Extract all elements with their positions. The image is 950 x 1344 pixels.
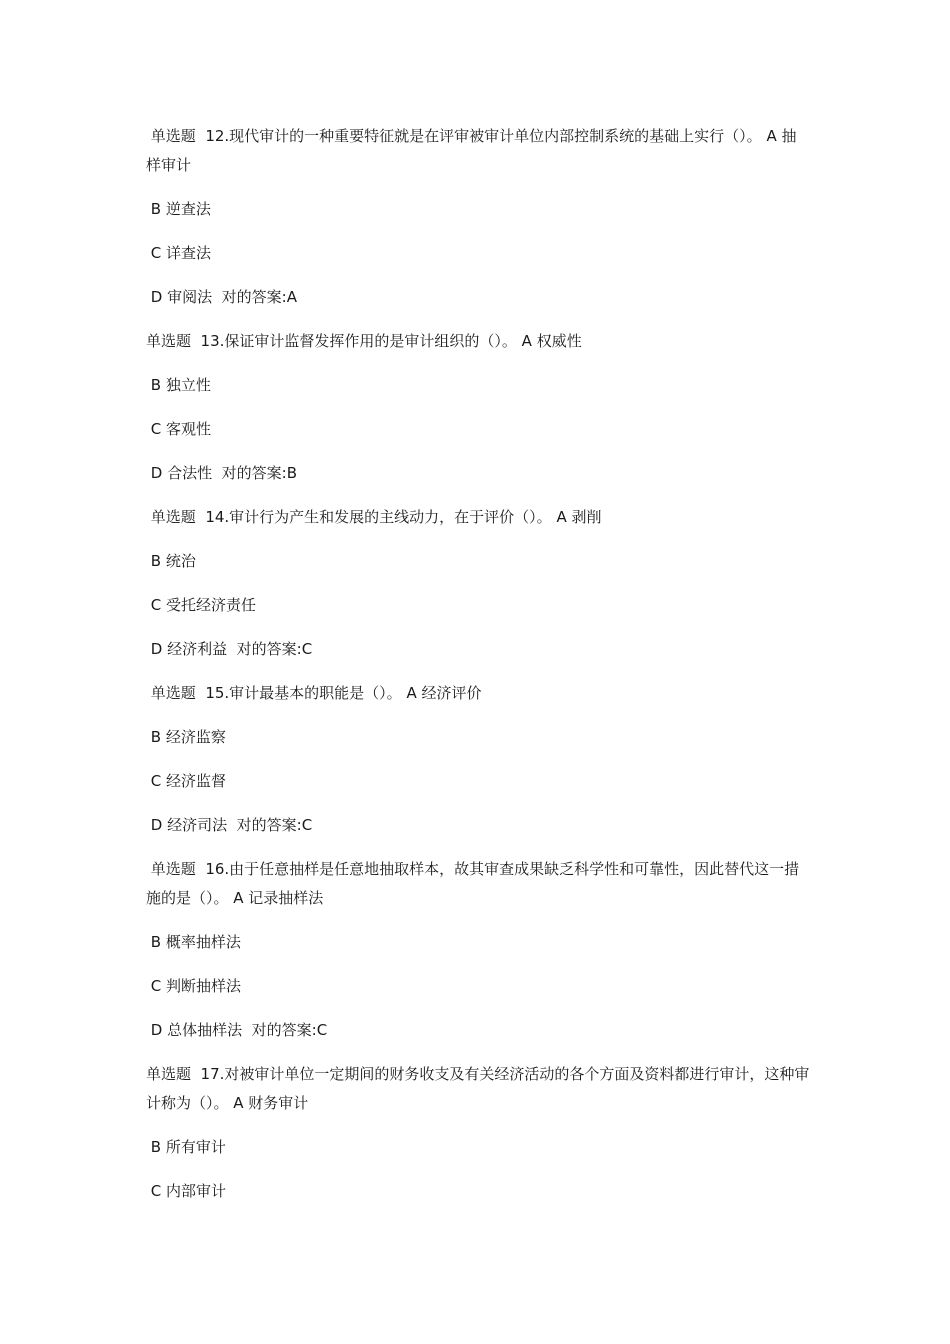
- option-15-d-answer: D 经济司法 对的答案:C: [146, 816, 313, 834]
- option-16-c: C 判断抽样法: [146, 977, 242, 995]
- option-15-b: B 经济监察: [146, 728, 226, 746]
- option-15-c: C 经济监督: [146, 772, 227, 790]
- option-14-d-answer: D 经济利益 对的答案:C: [146, 640, 313, 658]
- option-14-c: C 受托经济责任: [146, 596, 257, 614]
- option-13-c: C 客观性: [146, 420, 212, 438]
- option-13-b: B 独立性: [146, 376, 211, 394]
- option-14-b: B 统治: [146, 552, 196, 570]
- question-12: 单选题 12.现代审计的一种重要特征就是在评审被审计单位内部控制系统的基础上实行（）。 A 抽样审计: [146, 127, 797, 174]
- question-16: 单选题 16.由于任意抽样是任意地抽取样本，故其审查成果缺乏科学性和可靠性，因此替代这一措施的是（）。 A 记录抽样法: [146, 860, 800, 907]
- document-body: [146, 122, 810, 1221]
- question-15: 单选题 15.审计最基本的职能是（）。 A 经济评价: [146, 684, 482, 702]
- option-16-d-answer: D 总体抽样法 对的答案:C: [146, 1021, 328, 1039]
- option-13-d-answer: D 合法性 对的答案:B: [146, 464, 297, 482]
- option-16-b: B 概率抽样法: [146, 933, 241, 951]
- option-17-b: B 所有审计: [146, 1138, 226, 1156]
- question-17: 单选题 17.对被审计单位一定期间的财务收支及有关经济活动的各个方面及资料都进行审计，这种审计称为（）。 A 财务审计: [146, 1065, 810, 1112]
- question-14: 单选题 14.审计行为产生和发展的主线动力，在于评价（）。 A 剥削: [146, 508, 602, 526]
- option-12-c: C 详查法: [146, 244, 212, 262]
- option-12-b: B 逆查法: [146, 200, 211, 218]
- option-12-d-answer: D 审阅法 对的答案:A: [146, 288, 297, 306]
- option-17-c: C 内部审计: [146, 1182, 227, 1200]
- question-13: 单选题 13.保证审计监督发挥作用的是审计组织的（）。 A 权威性: [146, 332, 582, 350]
